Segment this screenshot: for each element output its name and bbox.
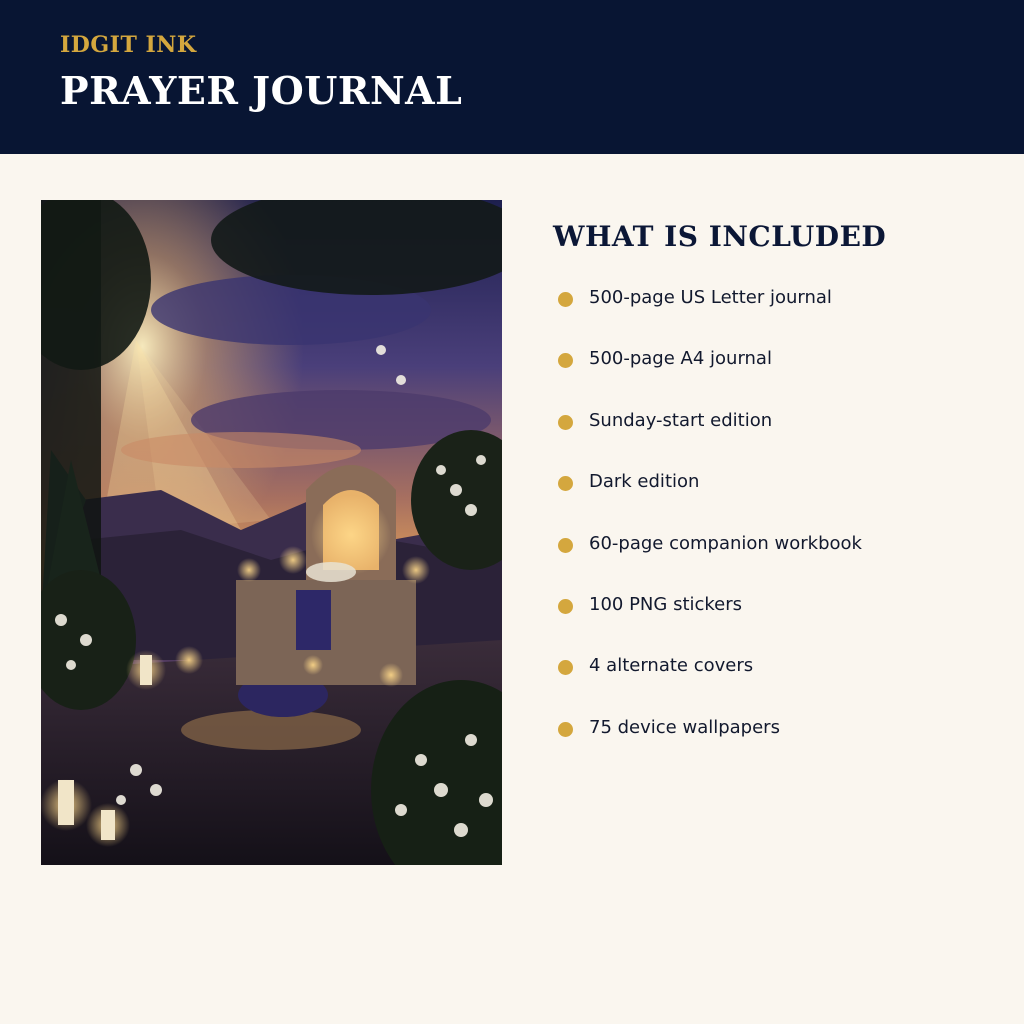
list-item-label: 4 alternate covers xyxy=(589,655,754,677)
list-item-label: 500-page US Letter journal xyxy=(589,287,832,308)
list-item xyxy=(558,654,862,715)
bullet-icon xyxy=(558,660,573,675)
page-title: PRAYER JOURNAL xyxy=(60,68,463,113)
header-banner xyxy=(0,0,1024,154)
bullet-icon xyxy=(558,415,573,430)
list-item xyxy=(558,409,862,470)
list-item xyxy=(558,286,862,347)
list-item-label: 100 PNG stickers xyxy=(589,593,743,615)
bullet-icon xyxy=(558,353,573,368)
bullet-icon xyxy=(558,538,573,553)
list-item xyxy=(558,347,862,408)
list-item-label: 75 device wallpapers xyxy=(589,716,780,738)
list-item xyxy=(558,470,862,531)
cover-image xyxy=(41,200,502,865)
list-item xyxy=(558,593,862,654)
list-item-label: 500-page A4 journal xyxy=(589,348,772,370)
included-heading: WHAT IS INCLUDED xyxy=(553,220,887,253)
bullet-icon xyxy=(558,292,573,307)
list-item-label: Sunday-start edition xyxy=(589,409,773,431)
brand-name: IDGIT INK xyxy=(60,32,197,58)
list-item xyxy=(558,532,862,593)
bullet-icon xyxy=(558,476,573,491)
bullet-icon xyxy=(558,722,573,737)
list-item-label: 60-page companion workbook xyxy=(589,532,862,554)
list-item-label: Dark edition xyxy=(589,471,700,493)
list-item xyxy=(558,716,862,777)
bullet-icon xyxy=(558,599,573,614)
included-list xyxy=(558,286,862,777)
